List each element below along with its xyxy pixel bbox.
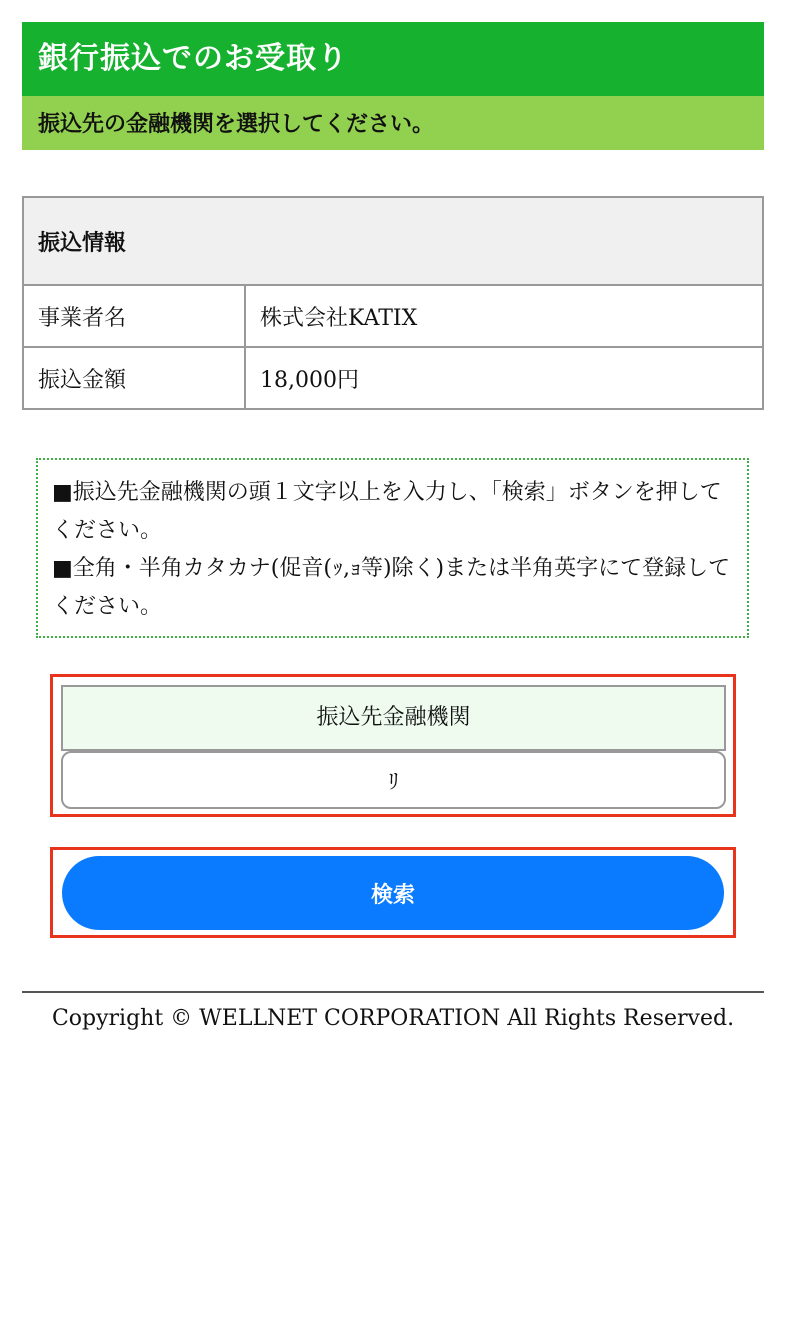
instruction-notice	[36, 458, 749, 638]
table-header-row	[23, 197, 763, 285]
table-row	[23, 347, 763, 409]
amount-label: 振込金額	[23, 347, 245, 409]
page-header	[22, 22, 764, 150]
transfer-info-table	[22, 196, 764, 410]
amount-value: 18,000円	[245, 347, 763, 409]
footer-copyright: Copyright © WELLNET CORPORATION All Rights Reserved.	[51, 1006, 735, 1031]
table-row	[23, 285, 763, 347]
instruction-line-2: ■全角・半角カタカナ(促音(ｯ,ｮ等)除く)または半角英字にて登録してください。	[52, 556, 731, 619]
business-name-label: 事業者名	[23, 285, 245, 347]
table-heading: 振込情報	[23, 197, 763, 285]
page-subtitle: 振込先の金融機関を選択してください。	[22, 96, 764, 150]
page-title: 銀行振込でのお受取り	[22, 22, 764, 96]
instruction-line-1: ■振込先金融機関の頭１文字以上を入力し、「検索」ボタンを押してください。	[52, 480, 722, 543]
bank-field-label: 振込先金融機関	[61, 685, 726, 751]
business-name-value: 株式会社KATIX	[245, 285, 763, 347]
footer-divider	[22, 991, 764, 993]
search-button-highlight	[50, 847, 736, 938]
bank-name-input[interactable]	[61, 751, 726, 809]
search-button[interactable]: 検索	[62, 856, 724, 930]
bank-field-highlight	[50, 674, 736, 817]
